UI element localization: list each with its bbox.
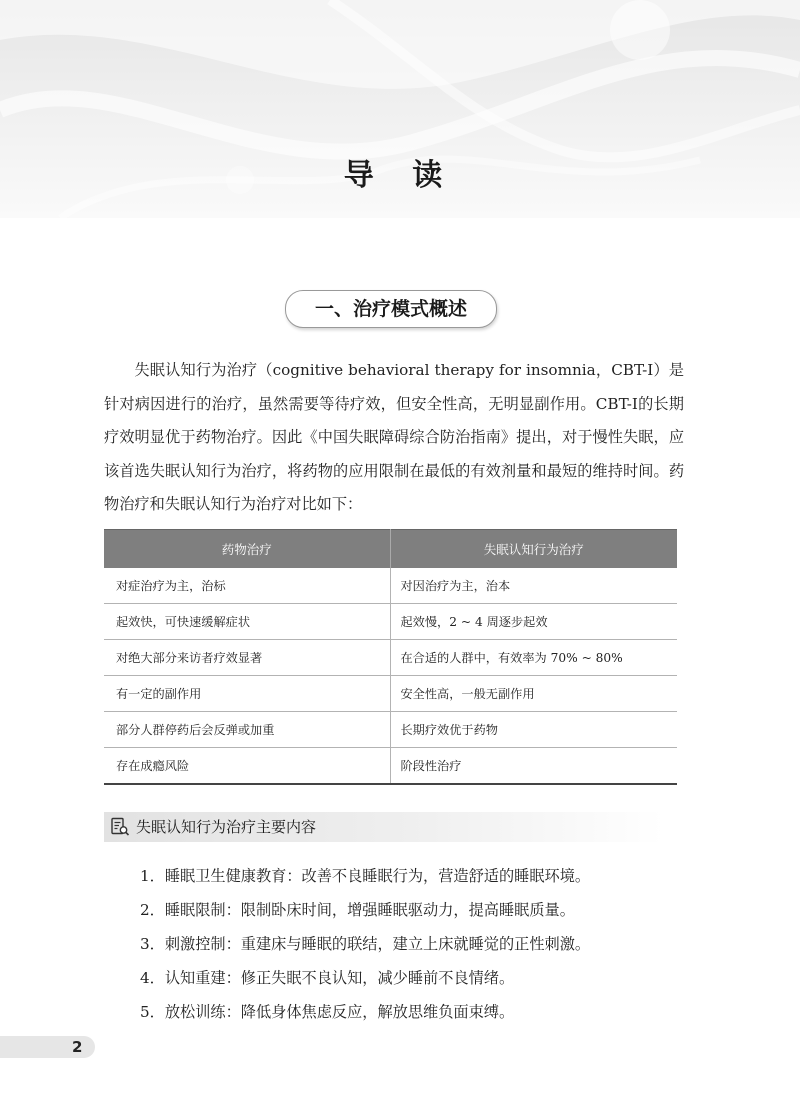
list-item: 1．睡眠卫生健康教育：改善不良睡眠行为，营造舒适的睡眠环境。: [140, 867, 591, 885]
table-row: [104, 712, 677, 748]
table-cell: 存在成瘾风险: [104, 748, 390, 785]
table-cell: 有一定的副作用: [104, 676, 390, 712]
list-item: 5．放松训练：降低身体焦虑反应，解放思维负面束缚。: [140, 1003, 515, 1021]
table-row: [104, 568, 677, 604]
table-header-row: [104, 530, 677, 569]
table-cell: 部分人群停药后会反弹或加重: [104, 712, 390, 748]
table-cell: 长期疗效优于药物: [390, 712, 677, 748]
list-item: 3．刺激控制：重建床与睡眠的联结，建立上床就睡觉的正性刺激。: [140, 935, 591, 953]
table-cell: 对因治疗为主，治本: [390, 568, 677, 604]
list-item: 4．认知重建：修正失眠不良认知，减少睡前不良情绪。: [140, 969, 515, 987]
intro-text: [104, 354, 684, 522]
document-search-icon: [110, 817, 130, 837]
section-title: 一、治疗模式概述: [285, 290, 497, 328]
table-cell: 起效慢，2 ~ 4 周逐步起效: [390, 604, 677, 640]
page-title: 导 读: [343, 158, 457, 193]
page-number: 2: [72, 1038, 83, 1056]
table-header-drug: 药物治疗: [104, 530, 390, 569]
table-cell: 对症治疗为主，治标: [104, 568, 390, 604]
table-cell: 安全性高，一般无副作用: [390, 676, 677, 712]
intro-paragraph: 失眠认知行为治疗（cognitive behavioral therapy for insomnia，CBT-I）是针对病因进行的治疗，虽然需要等待疗效，但安全性高，无明显副作用。CBT-I的长期疗效明显优于药物治疗。因此《中国失眠障碍综合防治指南》提出，对于慢性失眠，应该首选失眠认知行为治疗，将药物的应用限制在最低的有效剂量和最短的维持时间。药物治疗和失眠认知行为治疗对比如下：: [104, 361, 684, 513]
table-row: [104, 604, 677, 640]
content-list: [140, 859, 700, 1029]
table-row: [104, 676, 677, 712]
table-header-cbti: 失眠认知行为治疗: [390, 530, 677, 569]
table-row: [104, 640, 677, 676]
table-cell: 起效快，可快速缓解症状: [104, 604, 390, 640]
subsection-header: [104, 812, 664, 842]
subsection-title: 失眠认知行为治疗主要内容: [136, 818, 317, 836]
list-item: 2．睡眠限制：限制卧床时间，增强睡眠驱动力，提高睡眠质量。: [140, 901, 575, 919]
comparison-table: [104, 529, 677, 785]
table-row: [104, 748, 677, 785]
table-cell: 对绝大部分来访者疗效显著: [104, 640, 390, 676]
table-cell: 在合适的人群中，有效率为 70% ~ 80%: [390, 640, 677, 676]
table-cell: 阶段性治疗: [390, 748, 677, 785]
